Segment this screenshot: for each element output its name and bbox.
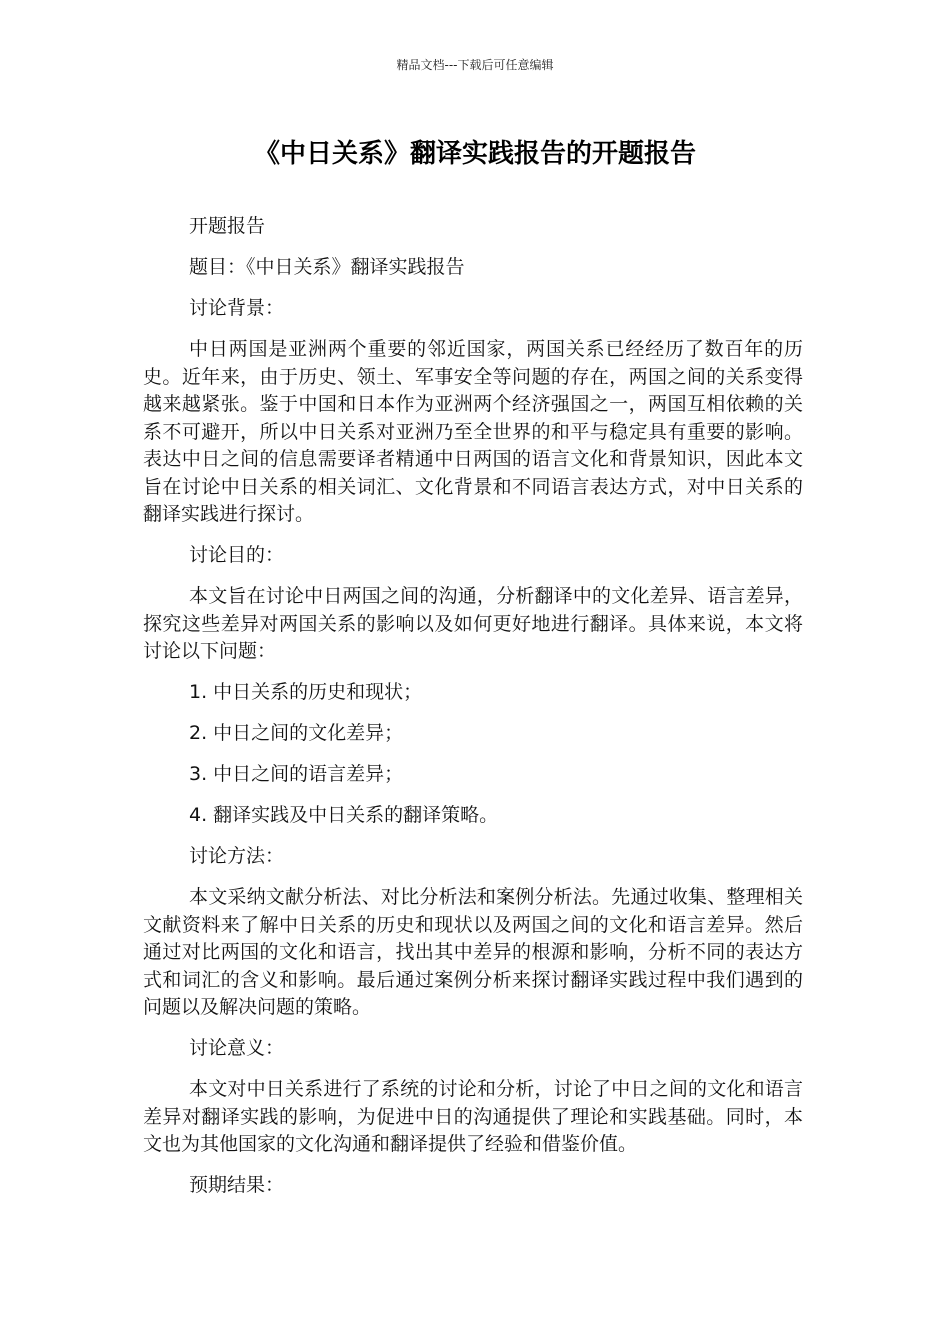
significance-heading: 讨论意义：: [189, 1037, 285, 1059]
significance-paragraph: 本文对中日关系进行了系统的讨论和分析，讨论了中日之间的文化和语言差异对翻译实践的影响，为促进中日的沟通提供了理论和实践基础。同时，本文也为其他国家的文化沟通和翻译提供了经验和借鉴价值。: [143, 1078, 803, 1155]
document-body: [143, 213, 803, 1213]
purpose-paragraph: 本文旨在讨论中日两国之间的沟通，分析翻译中的文化差异、语言差异，探究这些差异对两国关系的影响以及如何更好地进行翻译。具体来说，本文将讨论以下问题：: [143, 585, 803, 662]
document-title: 《中日关系》翻译实践报告的开题报告: [253, 139, 696, 169]
purpose-heading: 讨论目的：: [189, 544, 285, 566]
method-paragraph: 本文采纳文献分析法、对比分析法和案例分析法。先通过收集、整理相关文献资料来了解中日关系的历史和现状以及两国之间的文化和语言差异。然后通过对比两国的文化和语言，找出其中差异的根源和影响，分析不同的表达方式和词汇的含义和影响。最后通过案例分析来探讨翻译实践过程中我们遇到的问题以及解决问题的策略。: [143, 886, 803, 1018]
purpose-list-item: 2. 中日之间的文化差异；: [189, 722, 404, 744]
background-heading: 讨论背景：: [189, 297, 285, 319]
report-label: 开题报告: [189, 215, 266, 237]
expected-heading: 预期结果：: [189, 1174, 285, 1196]
method-heading: 讨论方法：: [189, 845, 285, 867]
background-paragraph: 中日两国是亚洲两个重要的邻近国家，两国关系已经经历了数百年的历史。近年来，由于历史、领土、军事安全等问题的存在，两国之间的关系变得越来越紧张。鉴于中国和日本作为亚洲两个经济强国之一，两国互相依赖的关系不可避开，所以中日关系对亚洲乃至全世界的和平与稳定具有重要的影响。表达中日之间的信息需要译者精通中日两国的语言文化和背景知识，因此本文旨在讨论中日关系的相关词汇、文化背景和不同语言表达方式，对中日关系的翻译实践进行探讨。: [143, 338, 803, 525]
purpose-list-item: 3. 中日之间的语言差异；: [189, 763, 404, 785]
topic-line: 题目：《中日关系》翻译实践报告: [189, 256, 465, 278]
page-header: 精品文档---下载后可任意编辑: [396, 58, 554, 72]
purpose-list-item: 4. 翻译实践及中日关系的翻译策略。: [189, 804, 499, 826]
purpose-list-item: 1. 中日关系的历史和现状；: [189, 681, 423, 703]
